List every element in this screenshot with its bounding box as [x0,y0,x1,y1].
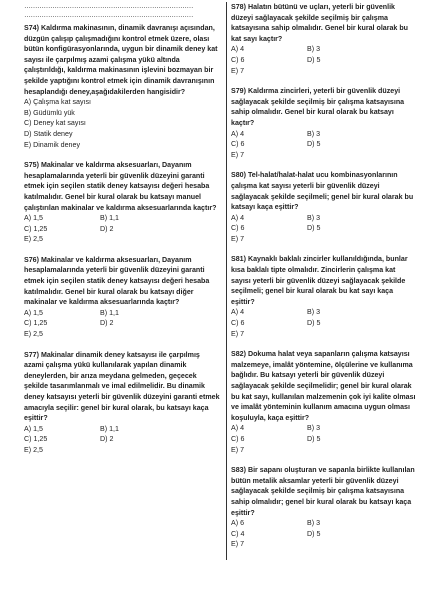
answer-option: B) 3 [307,129,321,138]
answer-option: E) 7 [231,66,245,75]
right-column [226,2,417,560]
answer-option: C) 6 [231,224,245,233]
question-text: S78) Halatın bütünü ve uçları, yeterli bir güvenlik düzeyi sağlayacak şekilde seçilmiş bir çalışma katsayısına sahip olmalıdır. Genel bir kural olarak bu kat sayı kaçtır? [231,3,409,43]
question-text: S79) Kaldırma zincirleri, yeterli bir güvenlik düzeyi sağlayacak şekilde seçilmiş bir çalışma katsayısına sahip olmalıdır. Genel bir kural olarak bu katsayı kaçtır? [231,87,405,127]
answer-option: C) 1,25 [24,319,48,328]
answer-option: A) 4 [231,45,245,54]
answer-option: A) 6 [231,519,245,528]
answer-option: C) Deney kat sayısı [24,119,86,128]
answer-option: D) 2 [100,435,114,444]
answer-option: A) 1,5 [24,424,43,433]
answer-option: C) 6 [231,319,245,328]
answer-option: A) 4 [231,308,245,317]
answer-option: E) 2,5 [24,445,43,454]
question-block [231,349,417,455]
answer-options [231,44,417,76]
answer-option: E) 7 [231,329,245,338]
answer-option: B) 1,1 [100,424,119,433]
answer-option: C) 6 [231,140,245,149]
answer-option: D) 5 [307,319,321,328]
answer-line: …………………………………………………………………… [24,3,193,10]
question-text: S74) Kaldırma makinasının, dinamik davranışı açısından, düzgün çalışıp çalışmadığını kontrol etmek üzere, olası bütün konfigürasyonlarında, uygun bir dinamik deney kat sayısı ile çarpılmış azami çalışma yükü altında çalıştırıldığı, kaldırma makinasının işlevini bozmayan bir şekilde yaptığını kontrol etmek için dinamik davranışının hesaplandığı deney,aşağıdakilerden hangisidir? [24,24,218,96]
answer-option: D) 5 [307,434,321,443]
answer-option: D) 5 [307,529,321,538]
question-block [231,254,417,339]
answer-option: B) Güdümlü yük [24,108,75,117]
answer-option: D) 5 [307,140,321,149]
answer-option: D) Statik deney [24,129,73,138]
left-column [24,2,220,466]
answer-option: A) 1,5 [24,214,43,223]
question-block [24,160,220,245]
answer-options [24,308,220,340]
question-text: S82) Dokuma halat veya sapanların çalışma katsayısı malzemeye, imalât yöntemine, ölçülerine ve kullanıma bağlıdır. Bu katsayı yeterli bir güvenlik düzeyi sağlayacak şekilde seçilmelidir; genel bir kural olarak bu kat sayı, kullanılan malzemenin çok iyi kalite olması ve imalât yönteminin kullanım amacına uygun olması koşuluyla, kaça eşittir? [231,350,416,422]
answer-option: E) 2,5 [24,330,43,339]
question-block [24,350,220,456]
answer-option: A) Çalışma kat sayısı [24,98,92,107]
answer-option: A) 4 [231,213,245,222]
answer-option: A) 4 [231,129,245,138]
question-text: S77) Makinalar dinamik deney katsayısı ile çarpılmış azami çalışma yükü kullanılarak yapılan dinamik deneylerden, bir arıza meydana gelmeden, geçecek şekilde tasarımlanmalı ve imal edilmelidir. Bu dinamik deney katsayısı yeterli bir güvenlik düzeyini garanti etmek amacıyla seçilir: genel bir kural olarak, bu katsayı kaça eşittir? [24,350,220,423]
answer-option: E) Dinamik deney [24,140,80,149]
answer-line: …………………………………………………………………… [24,12,193,19]
answer-options [231,518,417,550]
answer-options [24,97,220,150]
question-block [231,170,417,244]
answer-option: E) 7 [231,234,245,243]
question-text: S83) Bir sapanı oluşturan ve sapanla birlikte kullanılan bütün metalik aksamlar yeterli bir güvenlik düzeyi sağlayacak şekilde seçilmiş bir çalışma katsayısına sahip olmalıdır; genel bir kural olarak bu katsayı kaça eşittir? [231,466,415,517]
answer-options [231,213,417,245]
answer-option: E) 7 [231,445,245,454]
answer-option: B) 3 [307,308,321,317]
question-text: S81) Kaynaklı baklalı zincirler kullanıldığında, bunlar kısa baklalı tipte olmalıdır. Zincirlerin çalışma kat sayısı yeterli bir güvenlik düzeyi sağlayacak şekilde seçilmeli; genel bir kural olarak bu kat sayı kaça eşittir? [231,255,408,306]
answer-option: B) 3 [307,45,321,54]
answer-option: E) 2,5 [24,235,43,244]
answer-option: C) 6 [231,55,245,64]
question-block [24,23,220,150]
answer-option: A) 1,5 [24,308,43,317]
answer-option: C) 4 [231,529,245,538]
answer-option: B) 3 [307,213,321,222]
answer-option: A) 4 [231,424,245,433]
question-block [231,86,417,160]
answer-options [231,307,417,339]
answer-option: D) 2 [100,319,114,328]
answer-option: D) 5 [307,55,321,64]
answer-option: B) 3 [307,424,321,433]
question-text: S80) Tel-halat/halat-halat ucu kombinasyonlarının çalışma kat sayısı yeterli bir güvenlik düzeyi sağlayacak şekilde seçilmeli; genel bir kural olarak bu katsayı kaça eşittir? [231,171,414,212]
question-block [231,2,417,76]
answer-option: E) 7 [231,540,245,549]
question-block [24,255,220,340]
answer-option: B) 1,1 [100,308,119,317]
answer-option: D) 5 [307,224,321,233]
question-list [231,2,417,550]
answer-options [24,424,220,456]
answer-option: B) 1,1 [100,214,119,223]
answer-option: E) 7 [231,150,245,159]
question-text: S75) Makinalar ve kaldırma aksesuarları, Dayanım hesaplamalarında yeterli bir güvenlik düzeyini garanti etmek için seçilen statik deney katsayısı değeri hesaba katılmalıdır. Genel bir kural olarak bu katsayı manuel çalıştırılan makinalar ve kaldırma aksesuarlarında kaçtır? [24,161,217,212]
answer-option: C) 1,25 [24,224,48,233]
answer-option: B) 3 [307,519,321,528]
answer-options [231,129,417,161]
answer-option: C) 1,25 [24,435,48,444]
answer-options [231,423,417,455]
question-text: S76) Makinalar ve kaldırma aksesuarları, Dayanım hesaplamalarında yeterli bir güvenlik düzeyini garanti etmek için seçilen statik deney katsayısı değeri hesaba katılmalıdır. Genel bir kural olarak bu katsayı diğer makinalar ve kaldırma aksesuarlarında kaçtır? [24,255,210,307]
question-block [231,465,417,550]
answer-option: D) 2 [100,224,114,233]
question-list [24,23,220,456]
answer-options [24,213,220,245]
answer-option: C) 6 [231,434,245,443]
